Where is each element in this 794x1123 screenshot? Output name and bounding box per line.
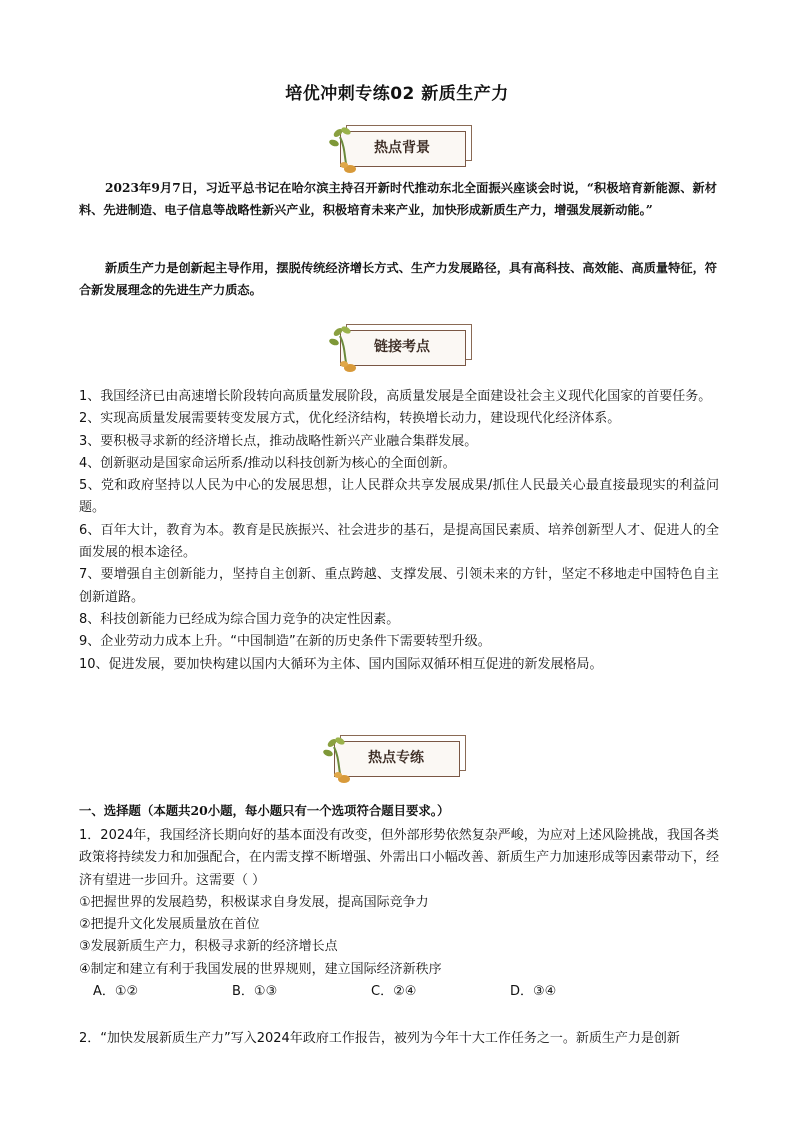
statement: ③发展新质生产力，积极寻求新的经济增长点 (79, 939, 338, 955)
question-stem: 2．“加快发展新质生产力”写入2024年政府工作报告，被列为今年十大工作任务之一。新质生产力是创新 (79, 1031, 680, 1046)
question-2 (79, 1028, 719, 1050)
badge-label: 热点专练 (368, 750, 424, 766)
question-stem: 1．2024年，我国经济长期向好的基本面没有改变，但外部形势依然复杂严峻，为应对上述风险挑战，我国各类政策将持续发力和加强配合，在内需支撑不断增强、外需出口小幅改善、新质生产力加速形成等因素带动下，经济有望进一步回升。这需要（ ） (79, 828, 719, 888)
key-point: 10、促进发展，要加快构建以国内大循环为主体、国内国际双循环相互促进的新发展格局。 (79, 656, 603, 672)
key-point: 3、要积极寻求新的经济增长点，推动战略性新兴产业融合集群发展。 (79, 433, 478, 449)
badge-label: 链接考点 (374, 339, 430, 355)
key-point: 8、科技创新能力已经成为综合国力竞争的决定性因素。 (79, 611, 400, 627)
page-title: 培优冲刺专练02 新质生产力 (285, 84, 509, 104)
question-1 (79, 825, 719, 1003)
key-point: 9、企业劳动力成本上升。“中国制造”在新的历史条件下需要转型升级。 (79, 634, 491, 650)
key-points-list (79, 386, 719, 676)
background-paragraph-2: 新质生产力是创新起主导作用，摆脱传统经济增长方式、生产力发展路径，具有高科技、高效能、高质量特征，符合新发展理念的先进生产力质态。 (79, 261, 717, 297)
statement: ②把提升文化发展质量放在首位 (79, 917, 260, 933)
section-badge-points (326, 322, 476, 374)
option-a[interactable]: A．①② (93, 984, 139, 1000)
statement: ①把握世界的发展趋势，积极谋求自身发展，提高国际竞争力 (79, 894, 429, 910)
section-badge-practice (320, 733, 470, 785)
key-point: 6、百年大计，教育为本。教育是民族振兴、社会进步的基石，是提高国民素质、培养创新型人才、促进人的全面发展的根本途径。 (79, 522, 719, 561)
key-point: 1、我国经济已由高速增长阶段转向高质量发展阶段，高质量发展是全面建设社会主义现代化国家的首要任务。 (79, 389, 712, 404)
key-point: 4、创新驱动是国家命运所系/推动以科技创新为核心的全面创新。 (79, 455, 456, 471)
option-c[interactable]: C．②④ (371, 984, 417, 1000)
statement: ④制定和建立有利于我国发展的世界规则，建立国际经济新秩序 (79, 961, 442, 977)
key-point: 7、要增强自主创新能力，坚持自主创新、重点跨越、支撑发展、引领未来的方针，坚定不移地走中国特色自主创新道路。 (79, 567, 719, 605)
section-badge-background (326, 123, 476, 175)
key-point: 5、党和政府坚持以人民为中心的发展思想，让人民群众共享发展成果/抓住人民最关心最直接最现实的利益问题。 (79, 478, 719, 516)
option-d[interactable]: D．③④ (510, 984, 557, 1000)
option-b[interactable]: B．①③ (232, 984, 278, 1000)
key-point: 2、实现高质量发展需要转变发展方式，优化经济结构，转换增长动力，建设现代化经济体系。 (79, 411, 621, 427)
answer-options (79, 981, 719, 1003)
section-heading: 一、选择题（本题共20小题，每小题只有一个选项符合题目要求。） (79, 803, 450, 818)
background-paragraph-1: 2023年9月7日，习近平总书记在哈尔滨主持召开新时代推动东北全面振兴座谈会时说，“积极培育新能源、新材料、先进制造、电子信息等战略性新兴产业，积极培育未来产业，加快形成新质生产力，增强发展新动能。” (79, 181, 717, 217)
badge-label: 热点背景 (374, 140, 430, 156)
